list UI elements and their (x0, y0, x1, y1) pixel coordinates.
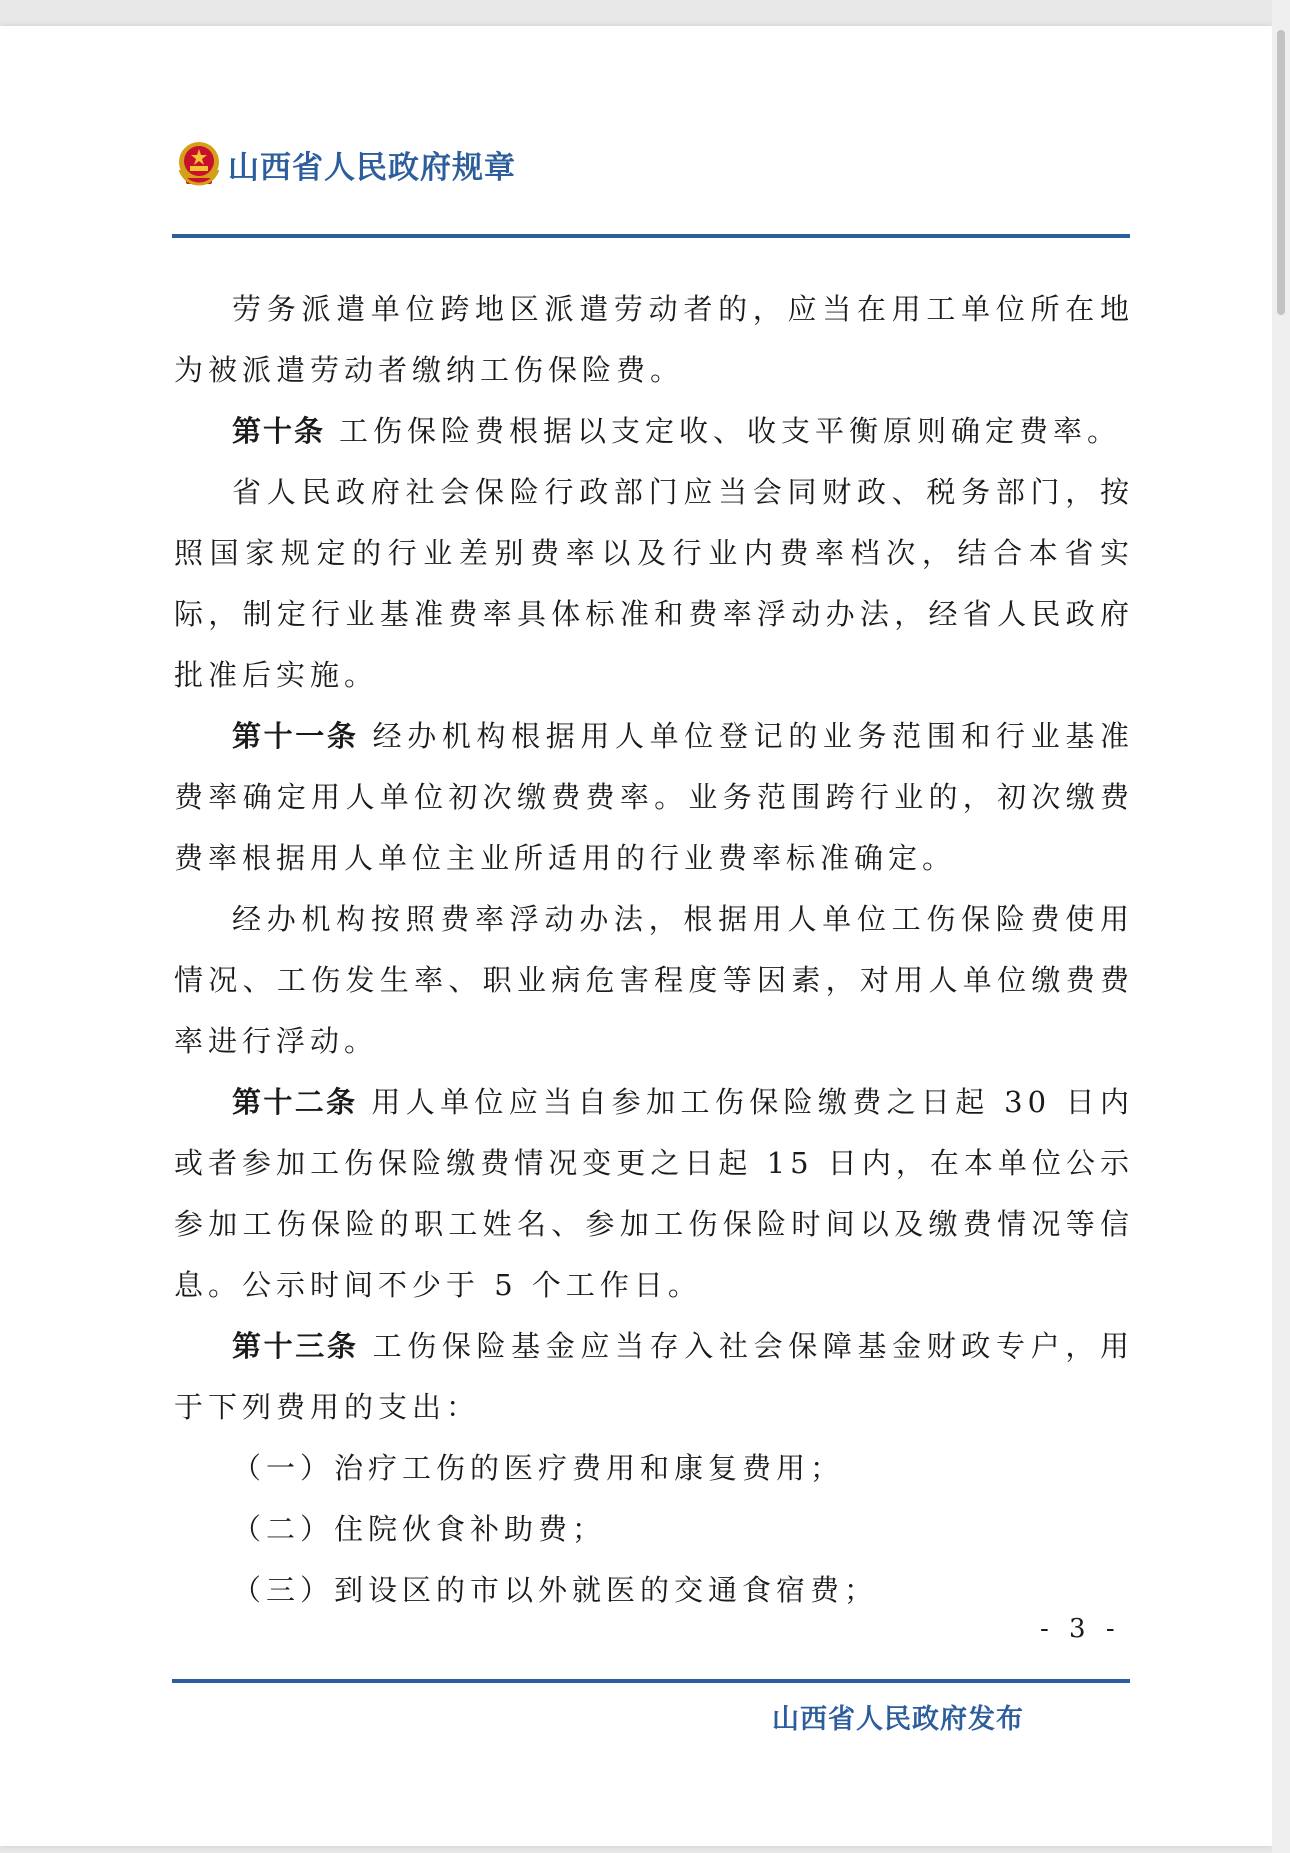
paragraph-text: 省人民政府社会保险行政部门应当会同财政、税务部门，按照国家规定的行业差别费率以及行业内费率档次，结合本省实际，制定行业基准费率具体标准和费率浮动办法，经省人民政府批准后实施。 (174, 475, 1134, 692)
body-paragraph (174, 889, 1134, 1072)
article-heading: 第十二条 (232, 1085, 358, 1119)
article-heading: 第十条 (232, 414, 326, 448)
scrollbar-track[interactable] (1272, 0, 1290, 1853)
paragraph-text: 劳务派遣单位跨地区派遣劳动者的，应当在用工单位所在地为被派遣劳动者缴纳工伤保险费。 (174, 292, 1134, 387)
article-heading: 第十三条 (232, 1329, 359, 1363)
footer-title: 山西省人民政府发布 (772, 1704, 1024, 1735)
body-paragraph (174, 462, 1134, 706)
paragraph-text: 用人单位应当自参加工伤保险缴费之日起 30 日内或者参加工伤保险缴费情况变更之日起 15 日内，在本单位公示参加工伤保险的职工姓名、参加工伤保险时间以及缴费情况等信息。公示时间不少于 5 个工作日。 (174, 1085, 1134, 1302)
list-item (174, 1438, 1134, 1499)
page-header (172, 138, 1130, 236)
paragraph-text: （二）住院伙食补助费； (232, 1512, 607, 1546)
header-title: 山西省人民政府规章 (228, 150, 516, 186)
paragraph-text: 工伤保险费根据以支定收、收支平衡原则确定费率。 (339, 414, 1122, 448)
paragraph-text: 经办机构根据用人单位登记的业务范围和行业基准费率确定用人单位初次缴费费率。业务范围跨行业的，初次缴费费率根据用人单位主业所适用的行业费率标准确定。 (174, 719, 1134, 875)
body-paragraph (174, 279, 1134, 401)
body-paragraph (174, 1316, 1134, 1438)
paragraph-text: （三）到设区的市以外就医的交通食宿费； (232, 1573, 879, 1607)
national-emblem-icon (176, 140, 222, 188)
body-paragraph (174, 1072, 1134, 1316)
footer-rule (172, 1679, 1130, 1683)
list-item (174, 1560, 1134, 1621)
page-number: - 3 - (1040, 1614, 1121, 1644)
body-paragraph (174, 706, 1134, 889)
document-body (174, 279, 1134, 1621)
article-heading: 第十一条 (232, 719, 359, 753)
paragraph-text: 经办机构按照费率浮动办法，根据用人单位工伤保险费使用情况、工伤发生率、职业病危害程度等因素，对用人单位缴费费率进行浮动。 (174, 902, 1134, 1058)
paragraph-text: 工伤保险基金应当存入社会保障基金财政专户，用于下列费用的支出： (174, 1329, 1134, 1424)
scrollbar-thumb[interactable] (1277, 30, 1285, 315)
list-item (174, 1499, 1134, 1560)
body-paragraph (174, 401, 1134, 462)
header-rule (172, 234, 1130, 238)
paragraph-text: （一）治疗工伤的医疗费用和康复费用； (232, 1451, 845, 1485)
